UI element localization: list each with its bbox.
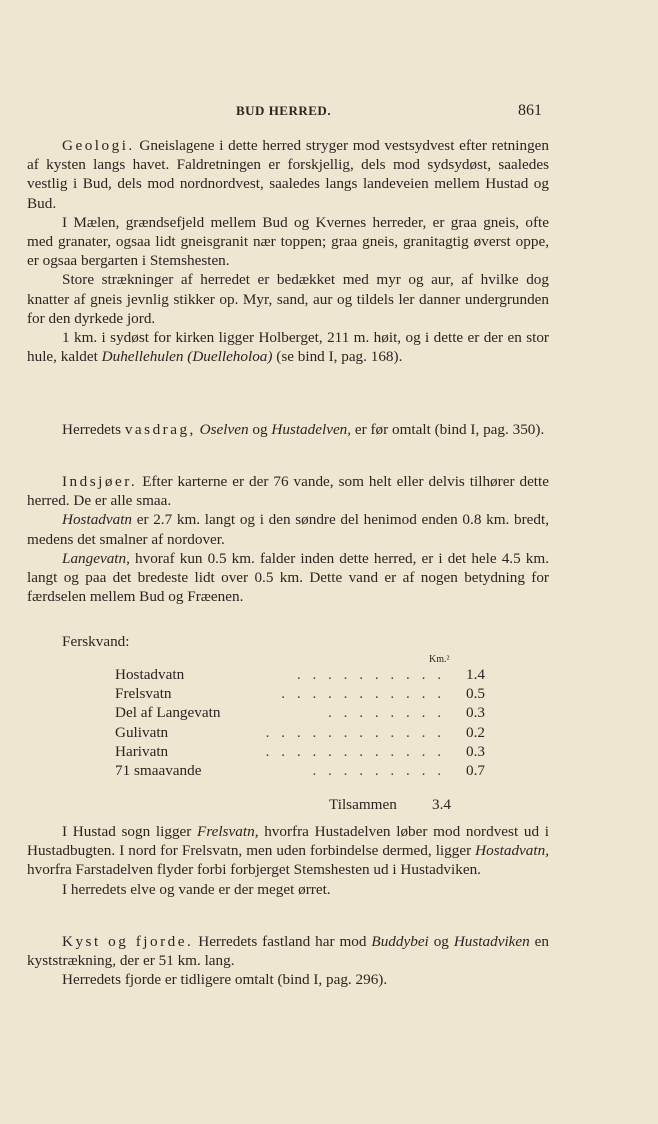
- area-value-cell: 0.7: [466, 762, 485, 779]
- hustad-section: [27, 822, 549, 899]
- total-value: 3.4: [432, 796, 451, 813]
- lake-name-cell: Del af Langevatn: [115, 704, 221, 722]
- table-row: [115, 743, 485, 762]
- table-row: [115, 762, 485, 781]
- lake-name: Langevatn,: [62, 549, 130, 567]
- river-name: Hustadelven,: [271, 421, 352, 438]
- area-value-cell: 1.4: [466, 666, 485, 683]
- river-name: Oselven: [199, 421, 249, 438]
- table-row: [115, 724, 485, 743]
- hustad-paragraph-2: I herredets elve og vande er der meget ørret.: [62, 880, 331, 898]
- total-label: Tilsammen: [329, 796, 397, 813]
- geologi-paragraph-3: Store strækninger af herredet er bedækket med myr og aur, af hvilke dog knatter af gneis jevnlig stikker op. Myr, sand, aur og tildels ler danner undergrunden for den dyrkede jord.: [27, 271, 549, 327]
- unit-label: Km.²: [429, 654, 450, 665]
- ferskvand-block: [27, 632, 549, 651]
- lake-name-cell: Harivatn: [115, 742, 169, 760]
- table-row: [115, 685, 485, 704]
- geologi-paragraph-1: Geologi. Gneislagene i dette herred stryger mod vestsydvest efter retningen af kysten langs havet. Faldretningen er forskjellig, dels mod sydsydøst, saaledes vestlig i Bud, dels mod nordnordvest, saaledes langs landeveien mellem Hustad og Bud.: [27, 137, 549, 212]
- area-value-cell: 0.3: [466, 742, 485, 760]
- section-heading-vasdrag: vasdrag,: [124, 421, 196, 438]
- indsjoer-section: [27, 472, 549, 606]
- ferskvand-label: Ferskvand:: [62, 633, 130, 650]
- kyst-section: [27, 932, 549, 990]
- indsjoer-paragraph-1: Indsjøer. Efter karterne er der 76 vande, som helt eller delvis tilhører dette herred. De er alle smaa.: [27, 473, 549, 510]
- area-value-cell: 0.5: [466, 685, 485, 703]
- section-heading-geologi: Geologi.: [62, 137, 135, 154]
- running-header: BUD HERRED.: [236, 103, 332, 118]
- lake-name-cell: Gulivatn: [115, 723, 169, 741]
- lake-name: Hostadvatn,: [475, 842, 549, 860]
- lake-name-cell: 71 smaavande: [115, 762, 202, 779]
- indsjoer-paragraph-2: Hostadvatn er 2.7 km. langt og i den søndre del henimod enden 0.8 km. bredt, medens det smalner af nordover.: [27, 511, 549, 548]
- vasdrag-section: [27, 420, 549, 439]
- lake-name: Hostadvatn: [62, 511, 133, 529]
- indsjoer-paragraph-3: Langevatn, hvoraf kun 0.5 km. falder inden dette herred, er i det hele 4.5 km. langt og paa det bredeste lidt over 0.5 km. Dette vand er af nogen betydning for færdselen mellem Bud og Fræenen.: [27, 549, 549, 606]
- bay-name: Buddybei: [371, 933, 429, 950]
- geologi-paragraph-4: 1 km. i sydøst for kirken ligger Holberget, 211 m. høit, og i dette er der en stor hule, kaldet Duhellehulen (Duelleholoa) (se bind I, pag. 168).: [27, 329, 549, 366]
- geologi-paragraph-2: I Mælen, grændsefjeld mellem Bud og Kvernes herreder, er graa gneis, ofte med granater, ogsaa lidt gneisgranit nær toppen; graa gneis, granitagtig øverst oppe, er ogsaa bergarten i Stemshesten.: [27, 213, 549, 270]
- dot-leader: . . . . . . . .: [328, 704, 445, 722]
- kyst-paragraph-2: Herredets fjorde er tidligere omtalt (bind I, pag. 296).: [62, 971, 388, 989]
- dot-leader: . . . . . . . . . . . .: [265, 723, 445, 741]
- kyst-paragraph-1: Kyst og fjorde. Herredets fastland har mod Buddybei og Hustadviken en kyststrækning, der er 51 km. lang.: [27, 933, 550, 970]
- section-heading-kyst: Kyst og fjorde.: [62, 933, 194, 950]
- hustad-paragraph-1: I Hustad sogn ligger Frelsvatn, hvorfra Hustadelven løber mod nordvest ud i Hustadbugten. I nord for Frelsvatn, men uden forbindelse dermed, ligger Hostadvatn, hvorfra Farstadelven flyder forbi forbjerget Stemshesten ud i Hustadviken.: [27, 823, 549, 879]
- geologi-section: [27, 136, 549, 366]
- section-heading-indsjoer: Indsjøer.: [62, 473, 138, 490]
- vasdrag-paragraph: Herredets vasdrag, Oselven og Hustadelven, er før omtalt (bind I, pag. 350).: [62, 421, 545, 438]
- table-row: [115, 704, 485, 723]
- dot-leader: . . . . . . . . . . .: [281, 685, 445, 703]
- lake-name-cell: Hostadvatn: [115, 666, 185, 683]
- area-value-cell: 0.3: [466, 704, 485, 722]
- bay-name: Hustadviken: [453, 933, 530, 950]
- dot-leader: . . . . . . . . . .: [296, 666, 445, 683]
- table-row: [115, 666, 485, 685]
- area-value-cell: 0.2: [466, 723, 485, 741]
- lake-name-cell: Frelsvatn: [115, 685, 172, 703]
- dot-leader: . . . . . . . . . . . .: [265, 742, 445, 760]
- lake-name: Frelsvatn,: [197, 823, 259, 840]
- dot-leader: . . . . . . . . .: [312, 762, 445, 779]
- place-name: Duhellehulen (Duelleholoa): [101, 348, 273, 366]
- page-number: 861: [518, 102, 542, 119]
